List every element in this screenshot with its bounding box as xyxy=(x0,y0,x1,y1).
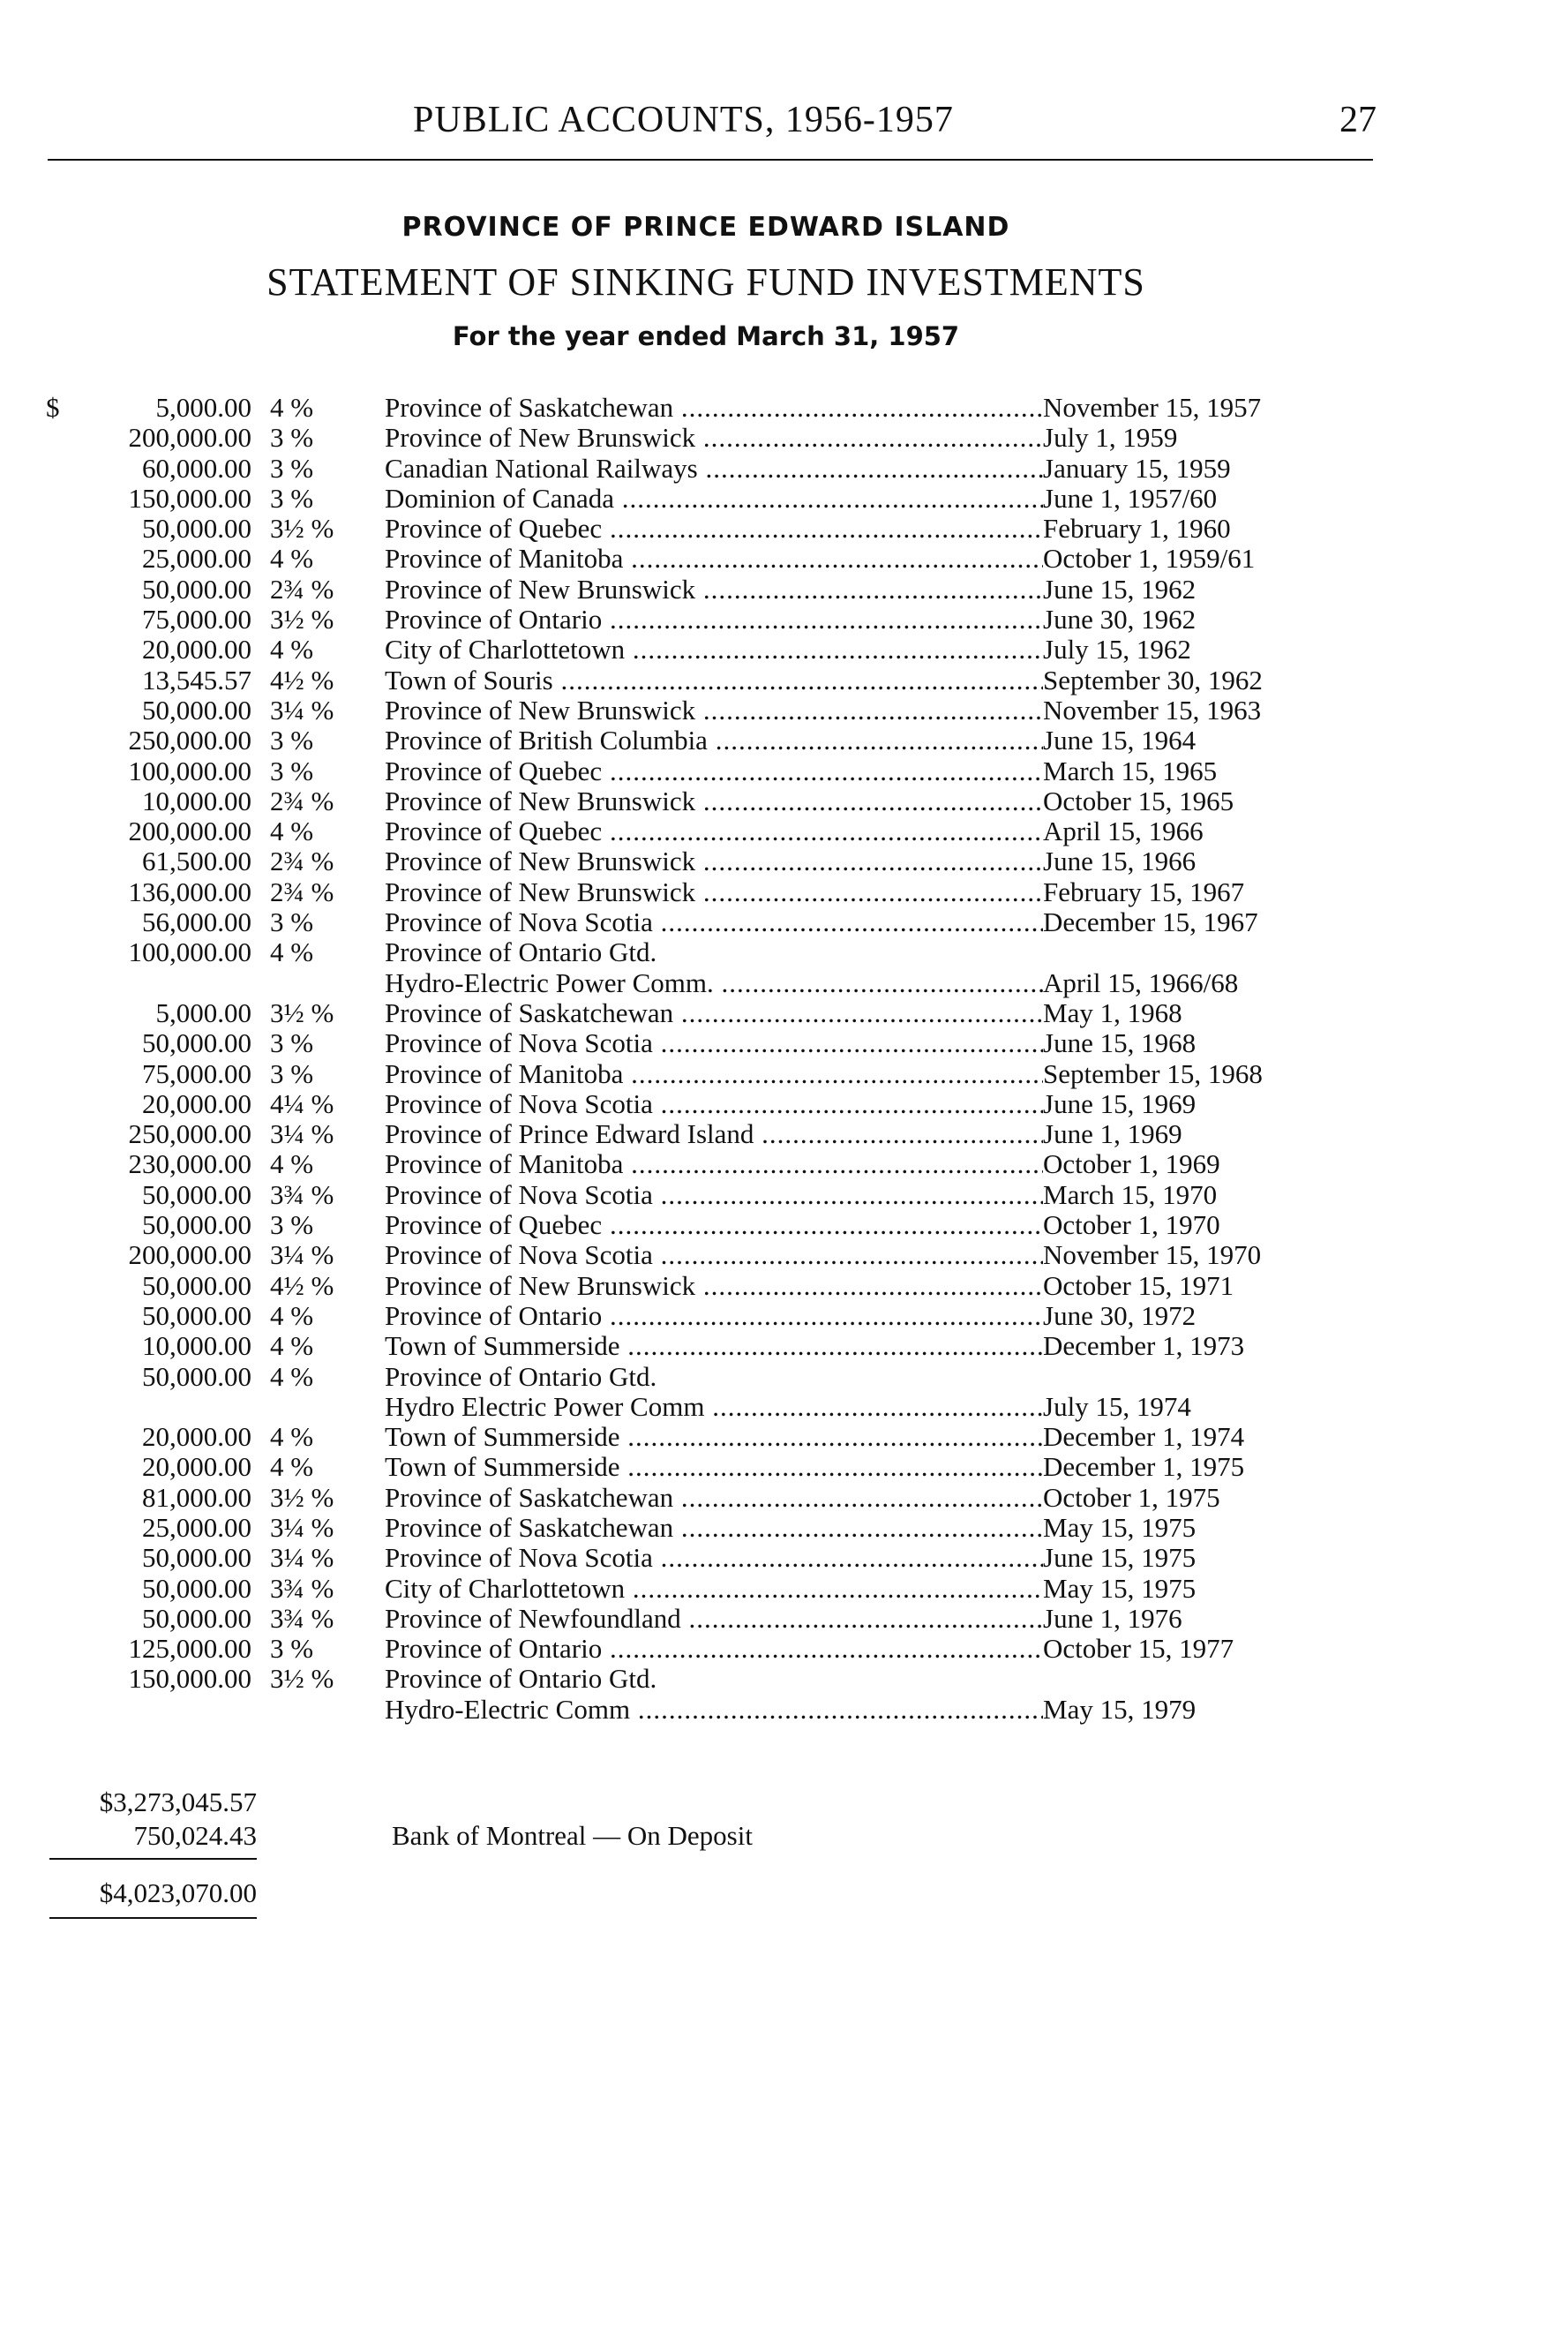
due-date-cell: October 1, 1970 xyxy=(1043,1209,1220,1241)
grand-total: $4,023,070.00 xyxy=(99,1877,257,1908)
amount-cell: 5,000.00 xyxy=(155,392,251,423)
issuer-cell: Province of Ontario ..... xyxy=(385,1634,1043,1664)
issuer-cell: Town of Summerside ..... xyxy=(385,1331,1043,1361)
rate-cell: 4 % xyxy=(270,1451,314,1483)
issuer-cell: Hydro-Electric Comm ..... xyxy=(385,1695,1043,1725)
amount-cell: 50,000.00 xyxy=(142,1027,251,1059)
rate-cell: 4 % xyxy=(270,392,314,423)
investment-row xyxy=(0,846,1568,876)
issuer-cell: Province of Nova Scotia ..... xyxy=(385,1028,1043,1058)
due-date-cell: November 15, 1970 xyxy=(1043,1239,1262,1271)
issuer-cell: Province of Saskatchewan ..... xyxy=(385,1483,1043,1513)
rate-cell: 4 % xyxy=(270,1421,314,1453)
due-date-cell: April 15, 1966 xyxy=(1043,816,1204,847)
rate-cell: 4 % xyxy=(270,1148,314,1180)
due-date-cell: June 30, 1962 xyxy=(1043,604,1197,636)
investment-row xyxy=(0,1119,1568,1149)
rate-cell: 3 % xyxy=(270,1633,314,1665)
issuer-cell: Province of Saskatchewan ..... xyxy=(385,998,1043,1028)
amount-cell: 50,000.00 xyxy=(142,1178,251,1210)
due-date-cell: November 15, 1963 xyxy=(1043,694,1262,726)
due-date-cell: November 15, 1957 xyxy=(1043,392,1262,423)
due-date-cell: February 15, 1967 xyxy=(1043,876,1245,907)
investment-row xyxy=(0,1089,1568,1119)
rate-cell: 2¾ % xyxy=(270,876,334,907)
rate-cell: 3¼ % xyxy=(270,1118,334,1150)
issuer-cell: Province of Nova Scotia ..... xyxy=(385,1543,1043,1573)
issuer-cell: Province of Ontario Gtd. xyxy=(385,1664,657,1695)
investment-row xyxy=(0,423,1568,453)
amount-cell: 50,000.00 xyxy=(142,1542,251,1574)
amount-cell: 60,000.00 xyxy=(142,452,251,484)
rate-cell: 4½ % xyxy=(270,664,334,696)
amount-cell: 150,000.00 xyxy=(128,1663,251,1695)
issuer-cell: City of Charlottetown ..... xyxy=(385,635,1043,665)
rate-cell: 3 % xyxy=(270,1209,314,1241)
due-date-cell: June 30, 1972 xyxy=(1043,1299,1197,1331)
issuer-cell: Province of Quebec ..... xyxy=(385,1210,1043,1240)
header-rule xyxy=(48,159,1373,161)
rate-cell: 3 % xyxy=(270,452,314,484)
amount-cell: 100,000.00 xyxy=(128,755,251,786)
amount-cell: 250,000.00 xyxy=(128,725,251,756)
investment-row xyxy=(0,877,1568,907)
due-date-cell: June 15, 1962 xyxy=(1043,573,1197,605)
investment-row xyxy=(0,816,1568,846)
deposit-label: Bank of Montreal — On Deposit xyxy=(392,1820,753,1851)
investment-row xyxy=(0,393,1568,423)
amount-cell: 25,000.00 xyxy=(142,543,251,575)
investment-row xyxy=(0,937,1568,967)
rate-cell: 3 % xyxy=(270,1027,314,1059)
rate-cell: 4 % xyxy=(270,816,314,847)
issuer-cell: Province of Quebec ..... xyxy=(385,816,1043,846)
investment-row xyxy=(0,1392,1568,1422)
investment-row xyxy=(0,1301,1568,1331)
due-date-cell: June 1, 1957/60 xyxy=(1043,482,1218,514)
rate-cell: 3½ % xyxy=(270,513,334,545)
deposit-amount: 750,024.43 xyxy=(133,1820,257,1851)
investment-row xyxy=(0,1271,1568,1301)
investment-row xyxy=(0,1695,1568,1725)
issuer-cell: Province of Quebec ..... xyxy=(385,514,1043,544)
amount-cell: 20,000.00 xyxy=(142,1421,251,1453)
rate-cell: 2¾ % xyxy=(270,785,334,816)
amount-cell: 50,000.00 xyxy=(142,1572,251,1604)
issuer-cell: Province of New Brunswick ..... xyxy=(385,846,1043,876)
amount-cell: 100,000.00 xyxy=(128,936,251,968)
amount-cell: 50,000.00 xyxy=(142,694,251,726)
subtotal-rule xyxy=(49,1858,257,1860)
issuer-cell: Province of Newfoundland ..... xyxy=(385,1604,1043,1634)
amount-cell: 230,000.00 xyxy=(128,1148,251,1180)
investment-row xyxy=(0,1331,1568,1361)
due-date-cell: June 15, 1975 xyxy=(1043,1542,1197,1574)
running-title: PUBLIC ACCOUNTS, 1956-1957 xyxy=(413,100,954,140)
issuer-cell: Province of British Columbia ..... xyxy=(385,726,1043,756)
amount-cell: 50,000.00 xyxy=(142,1602,251,1634)
issuer-cell: Province of New Brunswick ..... xyxy=(385,423,1043,453)
issuer-cell: Province of Saskatchewan ..... xyxy=(385,393,1043,423)
amount-cell: 50,000.00 xyxy=(142,513,251,545)
investment-row xyxy=(0,1543,1568,1573)
rate-cell: 3½ % xyxy=(270,604,334,636)
investments-table xyxy=(0,393,1568,1725)
due-date-cell: January 15, 1959 xyxy=(1043,452,1231,484)
period-subtitle: For the year ended March 31, 1957 xyxy=(452,321,960,351)
amount-cell: 125,000.00 xyxy=(128,1633,251,1665)
issuer-cell: Province of New Brunswick ..... xyxy=(385,1271,1043,1301)
due-date-cell: April 15, 1966/68 xyxy=(1043,966,1239,998)
rate-cell: 3 % xyxy=(270,1057,314,1089)
amount-cell: 75,000.00 xyxy=(142,1057,251,1089)
due-date-cell: June 15, 1968 xyxy=(1043,1027,1197,1059)
investment-row xyxy=(0,514,1568,544)
due-date-cell: December 1, 1975 xyxy=(1043,1451,1245,1483)
amount-cell: 136,000.00 xyxy=(128,876,251,907)
amount-cell: 20,000.00 xyxy=(142,1087,251,1119)
rate-cell: 4 % xyxy=(270,1330,314,1362)
amount-cell: 5,000.00 xyxy=(155,997,251,1028)
issuer-cell: Province of New Brunswick ..... xyxy=(385,877,1043,907)
statement-title: STATEMENT OF SINKING FUND INVESTMENTS xyxy=(266,260,1145,304)
due-date-cell: March 15, 1970 xyxy=(1043,1178,1218,1210)
due-date-cell: October 1, 1959/61 xyxy=(1043,543,1256,575)
due-date-cell: December 1, 1973 xyxy=(1043,1330,1245,1362)
due-date-cell: June 1, 1969 xyxy=(1043,1118,1182,1150)
rate-cell: 4¼ % xyxy=(270,1087,334,1119)
issuer-cell: Town of Summerside ..... xyxy=(385,1422,1043,1452)
amount-cell: 150,000.00 xyxy=(128,482,251,514)
amount-cell: 50,000.00 xyxy=(142,1360,251,1392)
amount-cell: 13,545.57 xyxy=(142,664,251,696)
issuer-cell: Province of New Brunswick ..... xyxy=(385,786,1043,816)
investment-row xyxy=(0,1028,1568,1058)
page-number: 27 xyxy=(1339,100,1377,140)
issuer-cell: Province of Manitoba ..... xyxy=(385,1149,1043,1179)
investment-row xyxy=(0,968,1568,998)
rate-cell: 3¼ % xyxy=(270,1542,334,1574)
investment-row xyxy=(0,1362,1568,1392)
issuer-cell: Province of Nova Scotia ..... xyxy=(385,1180,1043,1210)
issuer-cell: Province of New Brunswick ..... xyxy=(385,696,1043,726)
amount-cell: 50,000.00 xyxy=(142,573,251,605)
rate-cell: 3 % xyxy=(270,906,314,938)
rate-cell: 3¼ % xyxy=(270,1511,334,1543)
investment-row xyxy=(0,907,1568,937)
issuer-cell: Province of Ontario Gtd. xyxy=(385,937,657,968)
due-date-cell: October 1, 1975 xyxy=(1043,1481,1220,1513)
rate-cell: 4 % xyxy=(270,1299,314,1331)
issuer-cell: Province of Ontario Gtd. xyxy=(385,1361,657,1392)
due-date-cell: October 1, 1969 xyxy=(1043,1148,1220,1180)
investment-row xyxy=(0,1422,1568,1452)
due-date-cell: September 30, 1962 xyxy=(1043,664,1263,696)
issuer-cell: Province of Ontario ..... xyxy=(385,605,1043,635)
investment-row xyxy=(0,696,1568,726)
investment-row xyxy=(0,1483,1568,1513)
due-date-cell: October 15, 1965 xyxy=(1043,785,1234,816)
amount-cell: 200,000.00 xyxy=(128,422,251,454)
due-date-cell: May 15, 1975 xyxy=(1043,1511,1197,1543)
rate-cell: 3¾ % xyxy=(270,1178,334,1210)
due-date-cell: December 1, 1974 xyxy=(1043,1421,1245,1453)
rate-cell: 3½ % xyxy=(270,1481,334,1513)
due-date-cell: June 15, 1966 xyxy=(1043,846,1197,877)
investment-row xyxy=(0,605,1568,635)
investment-row xyxy=(0,756,1568,786)
issuer-cell: Province of Manitoba ..... xyxy=(385,1059,1043,1089)
rate-cell: 2¾ % xyxy=(270,573,334,605)
investment-row xyxy=(0,1149,1568,1179)
total-rule xyxy=(49,1917,257,1919)
rate-cell: 3 % xyxy=(270,422,314,454)
investment-row xyxy=(0,786,1568,816)
amount-cell: 81,000.00 xyxy=(142,1481,251,1513)
due-date-cell: July 15, 1974 xyxy=(1043,1390,1191,1422)
rate-cell: 3 % xyxy=(270,755,314,786)
issuer-cell: Province of Quebec ..... xyxy=(385,756,1043,786)
investment-row xyxy=(0,726,1568,756)
issuer-cell: Province of Manitoba ..... xyxy=(385,544,1043,574)
issuer-cell: Province of Ontario ..... xyxy=(385,1301,1043,1331)
investment-row xyxy=(0,1604,1568,1634)
investment-row xyxy=(0,666,1568,696)
rate-cell: 4 % xyxy=(270,634,314,666)
amount-cell: 50,000.00 xyxy=(142,1209,251,1241)
due-date-cell: June 15, 1964 xyxy=(1043,725,1197,756)
due-date-cell: September 15, 1968 xyxy=(1043,1057,1263,1089)
issuer-cell: Province of Prince Edward Island ..... xyxy=(385,1119,1043,1149)
issuer-cell: Province of New Brunswick ..... xyxy=(385,575,1043,605)
investment-row xyxy=(0,484,1568,514)
amount-cell: 200,000.00 xyxy=(128,816,251,847)
rate-cell: 2¾ % xyxy=(270,846,334,877)
rate-cell: 3¾ % xyxy=(270,1602,334,1634)
issuer-cell: Province of Nova Scotia ..... xyxy=(385,907,1043,937)
investment-row xyxy=(0,1664,1568,1694)
issuer-cell: Hydro Electric Power Comm ..... xyxy=(385,1392,1043,1422)
rate-cell: 3 % xyxy=(270,482,314,514)
due-date-cell: March 15, 1965 xyxy=(1043,755,1218,786)
amount-cell: 10,000.00 xyxy=(142,1330,251,1362)
investment-row xyxy=(0,1634,1568,1664)
due-date-cell: July 1, 1959 xyxy=(1043,422,1178,454)
currency-symbol: $ xyxy=(46,392,60,423)
investment-row xyxy=(0,1240,1568,1270)
due-date-cell: February 1, 1960 xyxy=(1043,513,1231,545)
due-date-cell: October 15, 1971 xyxy=(1043,1269,1234,1301)
amount-cell: 56,000.00 xyxy=(142,906,251,938)
investment-row xyxy=(0,998,1568,1028)
rate-cell: 3¾ % xyxy=(270,1572,334,1604)
rate-cell: 4½ % xyxy=(270,1269,334,1301)
issuer-cell: Town of Souris ..... xyxy=(385,666,1043,696)
due-date-cell: December 15, 1967 xyxy=(1043,906,1258,938)
due-date-cell: October 15, 1977 xyxy=(1043,1633,1234,1665)
investment-row xyxy=(0,635,1568,665)
rate-cell: 4 % xyxy=(270,1360,314,1392)
rate-cell: 3½ % xyxy=(270,1663,334,1695)
amount-cell: 20,000.00 xyxy=(142,1451,251,1483)
amount-cell: 61,500.00 xyxy=(142,846,251,877)
investment-row xyxy=(0,1513,1568,1543)
amount-cell: 50,000.00 xyxy=(142,1269,251,1301)
investment-row xyxy=(0,1452,1568,1482)
rate-cell: 3 % xyxy=(270,725,314,756)
issuer-cell: Province of Nova Scotia ..... xyxy=(385,1089,1043,1119)
due-date-cell: June 1, 1976 xyxy=(1043,1602,1182,1634)
due-date-cell: May 15, 1975 xyxy=(1043,1572,1197,1604)
due-date-cell: June 15, 1969 xyxy=(1043,1087,1197,1119)
issuer-cell: Canadian National Railways ..... xyxy=(385,454,1043,484)
issuer-cell: Hydro-Electric Power Comm. ..... xyxy=(385,968,1043,998)
investment-row xyxy=(0,454,1568,484)
amount-cell: 25,000.00 xyxy=(142,1511,251,1543)
rate-cell: 3¼ % xyxy=(270,694,334,726)
investment-row xyxy=(0,544,1568,574)
amount-cell: 75,000.00 xyxy=(142,604,251,636)
rate-cell: 4 % xyxy=(270,936,314,968)
amount-cell: 200,000.00 xyxy=(128,1239,251,1271)
issuer-cell: City of Charlottetown ..... xyxy=(385,1574,1043,1604)
issuer-cell: Province of Nova Scotia ..... xyxy=(385,1240,1043,1270)
issuer-cell: Province of Saskatchewan ..... xyxy=(385,1513,1043,1543)
province-title: PROVINCE OF PRINCE EDWARD ISLAND xyxy=(401,212,1010,243)
investment-row xyxy=(0,575,1568,605)
due-date-cell: May 1, 1968 xyxy=(1043,997,1182,1028)
due-date-cell: July 15, 1962 xyxy=(1043,634,1191,666)
rate-cell: 4 % xyxy=(270,543,314,575)
amount-cell: 50,000.00 xyxy=(142,1299,251,1331)
issuer-cell: Town of Summerside ..... xyxy=(385,1452,1043,1482)
rate-cell: 3½ % xyxy=(270,997,334,1028)
investments-total: $3,273,045.57 xyxy=(99,1786,257,1817)
investment-row xyxy=(0,1059,1568,1089)
investment-row xyxy=(0,1210,1568,1240)
amount-cell: 10,000.00 xyxy=(142,785,251,816)
investment-row xyxy=(0,1574,1568,1604)
issuer-cell: Dominion of Canada ..... xyxy=(385,484,1043,514)
due-date-cell: May 15, 1979 xyxy=(1043,1693,1197,1725)
amount-cell: 20,000.00 xyxy=(142,634,251,666)
amount-cell: 250,000.00 xyxy=(128,1118,251,1150)
rate-cell: 3¼ % xyxy=(270,1239,334,1271)
investment-row xyxy=(0,1180,1568,1210)
